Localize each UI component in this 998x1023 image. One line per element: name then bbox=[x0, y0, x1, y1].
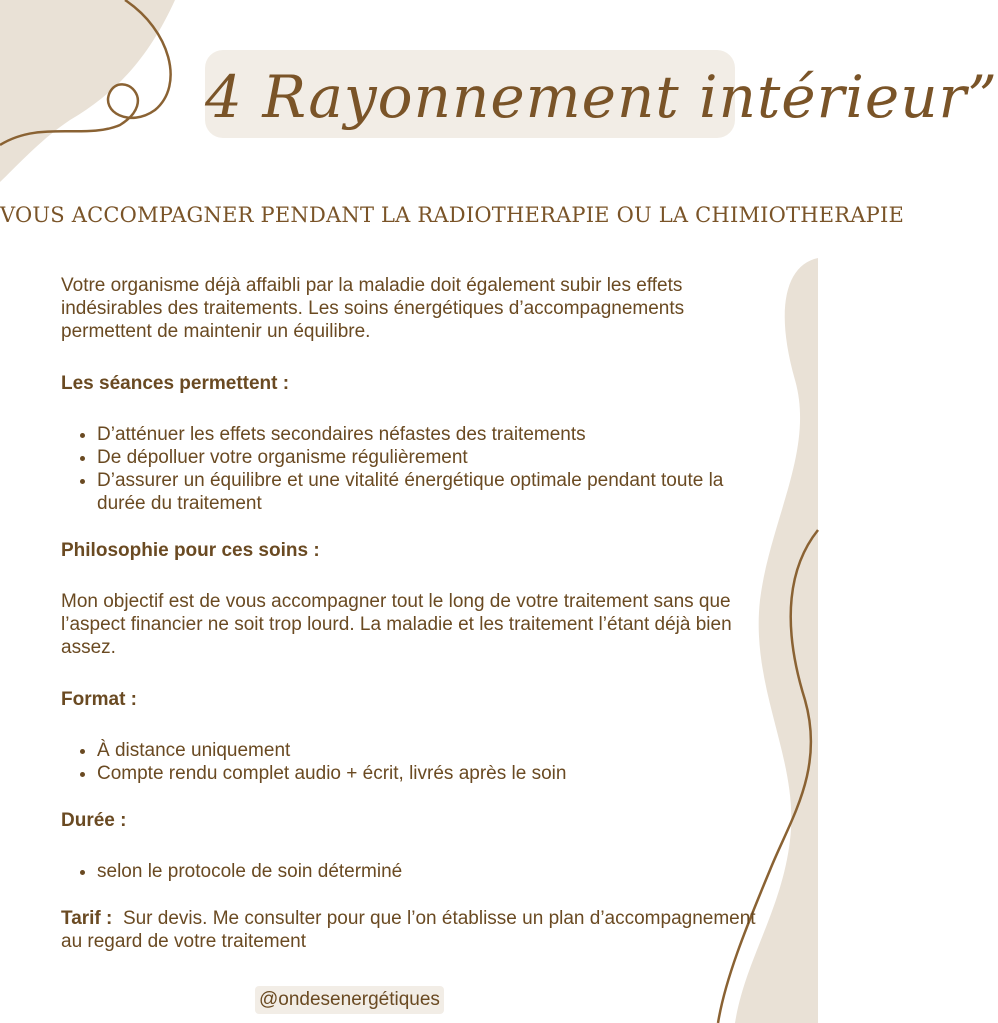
philosophie-text: Mon objectif est de vous accompagner tout le long de votre traitement sans que l’aspect financier ne soit trop lourd. La maladie et les traitement l’étant déjà bien assez. bbox=[61, 591, 732, 658]
seances-heading: Les séances permettent : bbox=[61, 373, 290, 394]
format-list bbox=[61, 739, 761, 785]
tarif-text: Sur devis. Me consulter pour que l’on établisse un plan d’accompagnement au regard de votre traitement bbox=[61, 908, 756, 952]
subtitle: VOUS ACCOMPAGNER PENDANT LA RADIOTHERAPIE OU LA CHIMIOTHERAPIE bbox=[0, 203, 905, 227]
social-handle: @ondesenergétiques bbox=[255, 986, 444, 1014]
intro-paragraph: Votre organisme déjà affaibli par la maladie doit également subir les effets indésirables des traitements. Les soins énergétiques d’accompagnements permettent de maintenir un équilibre. bbox=[61, 275, 685, 342]
list-item: • selon le protocole de soin déterminé bbox=[97, 860, 761, 883]
tarif-label: Tarif : bbox=[61, 908, 113, 929]
format-heading: Format : bbox=[61, 689, 137, 710]
tarif-paragraph bbox=[61, 907, 761, 953]
list-item: • D’assurer un équilibre et une vitalité énergétique optimale pendant toute la durée du traitement bbox=[97, 469, 761, 515]
list-item: • D’atténuer les effets secondaires néfastes des traitements bbox=[97, 423, 761, 446]
top-left-blob bbox=[0, 0, 175, 182]
duree-list bbox=[61, 860, 761, 883]
philosophie-heading: Philosophie pour ces soins : bbox=[61, 540, 320, 561]
seances-list bbox=[61, 423, 761, 515]
page-title: 4 Rayonnement intérieur” bbox=[205, 63, 998, 131]
list-item: • De dépolluer votre organisme régulièrement bbox=[97, 446, 761, 469]
list-item: • À distance uniquement bbox=[97, 739, 761, 762]
duree-heading: Durée : bbox=[61, 810, 127, 831]
list-item: • Compte rendu complet audio + écrit, livrés après le soin bbox=[97, 762, 761, 785]
main-content bbox=[61, 274, 761, 953]
